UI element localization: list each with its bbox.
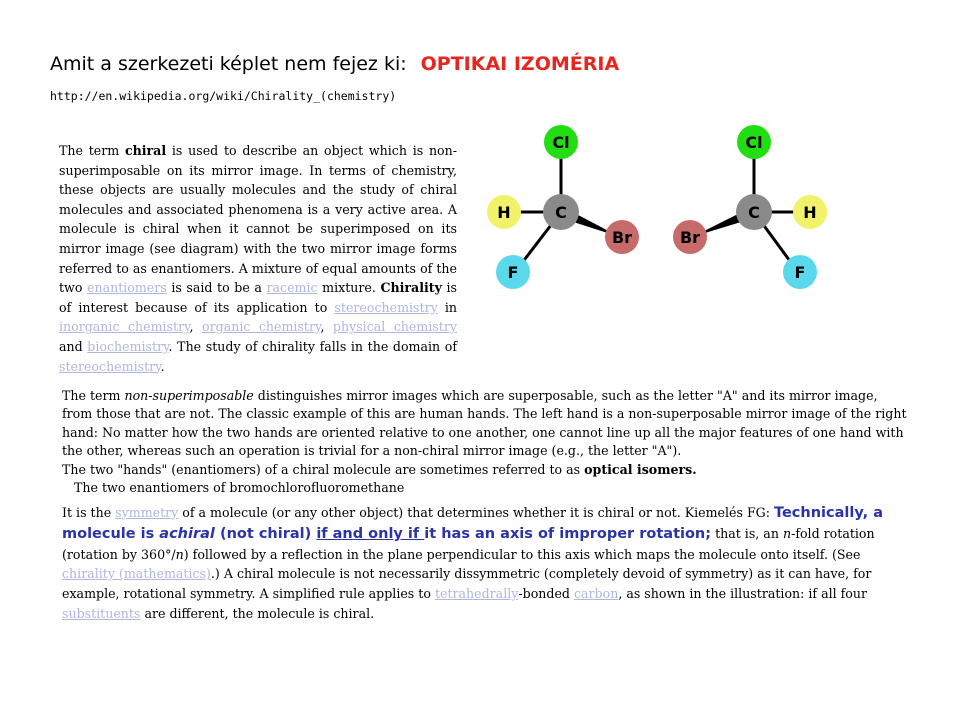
intro-paragraph: The term chiral is used to describe an object which is non-superimposable on its mirror image. In terms of chemistry, these objects are usually molecules and the study of chiral molecules and associated phenomena is a very active area. A molecule is chiral when it cannot be superimposed on its mirror image (see diagram) with the two mirror image forms referred to as enantiomers. A mixture of equal amounts of the two enantiomers is said to be a racemic mixture. Chirality is of interest because of its application to stereochemistry in inorganic chemistry, organic chemistry, physical chemistry and biochemistry. The study of chirality falls in the domain of stereochemistry. [59, 143, 458, 374]
term-non-superimposable: non-superimposable [124, 388, 254, 403]
title-accent: OPTIKAI IZOMÉRIA [420, 53, 620, 75]
title-lead: Amit a szerkezeti képlet nem fejez ki: [50, 53, 407, 75]
svg-text:Cl: Cl [745, 133, 763, 152]
link-stereochemistry-2[interactable]: stereochemistry [59, 358, 161, 374]
svg-text:F: F [507, 263, 519, 282]
svg-text:F: F [794, 263, 806, 282]
link-physical-chemistry[interactable]: physical chemistry [332, 319, 458, 335]
svg-text:Br: Br [679, 228, 701, 247]
link-chirality-mathematics[interactable]: chirality (mathematics) [62, 566, 211, 582]
svg-text:Br: Br [611, 228, 633, 247]
link-organic-chemistry[interactable]: organic chemistry [202, 319, 321, 335]
superimposable-paragraph [62, 387, 908, 497]
highlight-text: Technically, a molecule is achiral (not chiral) if and only if it has an axis of improper rotation; [62, 505, 883, 542]
term-chiral: chiral [124, 143, 167, 158]
source-url: http://en.wikipedia.org/wiki/Chirality_(chemistry) [50, 89, 397, 103]
image-caption: The two enantiomers of bromochlorofluoromethane [74, 480, 405, 496]
link-biochemistry[interactable]: biochemistry [87, 338, 169, 354]
link-carbon[interactable]: carbon [573, 586, 619, 602]
svg-text:C: C [555, 203, 567, 222]
link-racemic[interactable]: racemic [266, 280, 318, 296]
svg-text:H: H [497, 203, 511, 222]
term-chirality: Chirality [380, 280, 442, 296]
svg-text:H: H [803, 203, 817, 222]
slide-title [50, 53, 619, 75]
enantiomer-molecule-diagram [470, 110, 930, 305]
hands-text: The term non-superimposable distinguishes mirror images which are superposable, such as the letter "A" and its mirror image, from those that are not. The classic example of this are human hands. The left hand is a non-superposable mirror image of the right hand: No matter how the two hands are oriented relative to one another, one cannot line up all the major features of one hand with the other, whereas such an operation is trivial for a non-chiral mirror image (e.g., the letter "A"). [62, 388, 907, 459]
link-inorganic-chemistry[interactable]: inorganic chemistry [59, 319, 190, 335]
optical-isomers-text: The two "hands" (enantiomers) of a chiral molecule are sometimes referred to as optical isomers. [62, 461, 697, 477]
link-enantiomers[interactable]: enantiomers [87, 280, 167, 296]
link-symmetry[interactable]: symmetry [115, 505, 179, 520]
term-optical-isomers: optical isomers. [584, 461, 697, 477]
left-enantiomer [487, 125, 639, 289]
link-substituents[interactable]: substituents [62, 605, 141, 621]
svg-text:C: C [748, 203, 760, 222]
svg-text:Cl: Cl [552, 133, 570, 152]
symmetry-paragraph: It is the symmetry of a molecule (or any other object) that determines whether it is chiral or not. Kiemelés FG: Technically, a molecule is achiral (not chiral) if and only if it has an axis of improper rotation; that is, an n-fold rotation (rotation by 360°/n) followed by a reflection in the plane perpendicular to this axis which maps the molecule onto itself. (See chirality (mathematics).) A chiral molecule is not necessarily dissymmetric (completely devoid of symmetry) as it can have, for example, rotational symmetry. A simplified rule applies to tetrahedrally-bonded carbon, as shown in the illustration: if all four substituents are different, the molecule is chiral. [62, 505, 883, 621]
link-tetrahedrally[interactable]: tetrahedrally [434, 586, 519, 602]
link-stereochemistry[interactable]: stereochemistry [334, 299, 438, 315]
right-enantiomer [673, 125, 827, 289]
